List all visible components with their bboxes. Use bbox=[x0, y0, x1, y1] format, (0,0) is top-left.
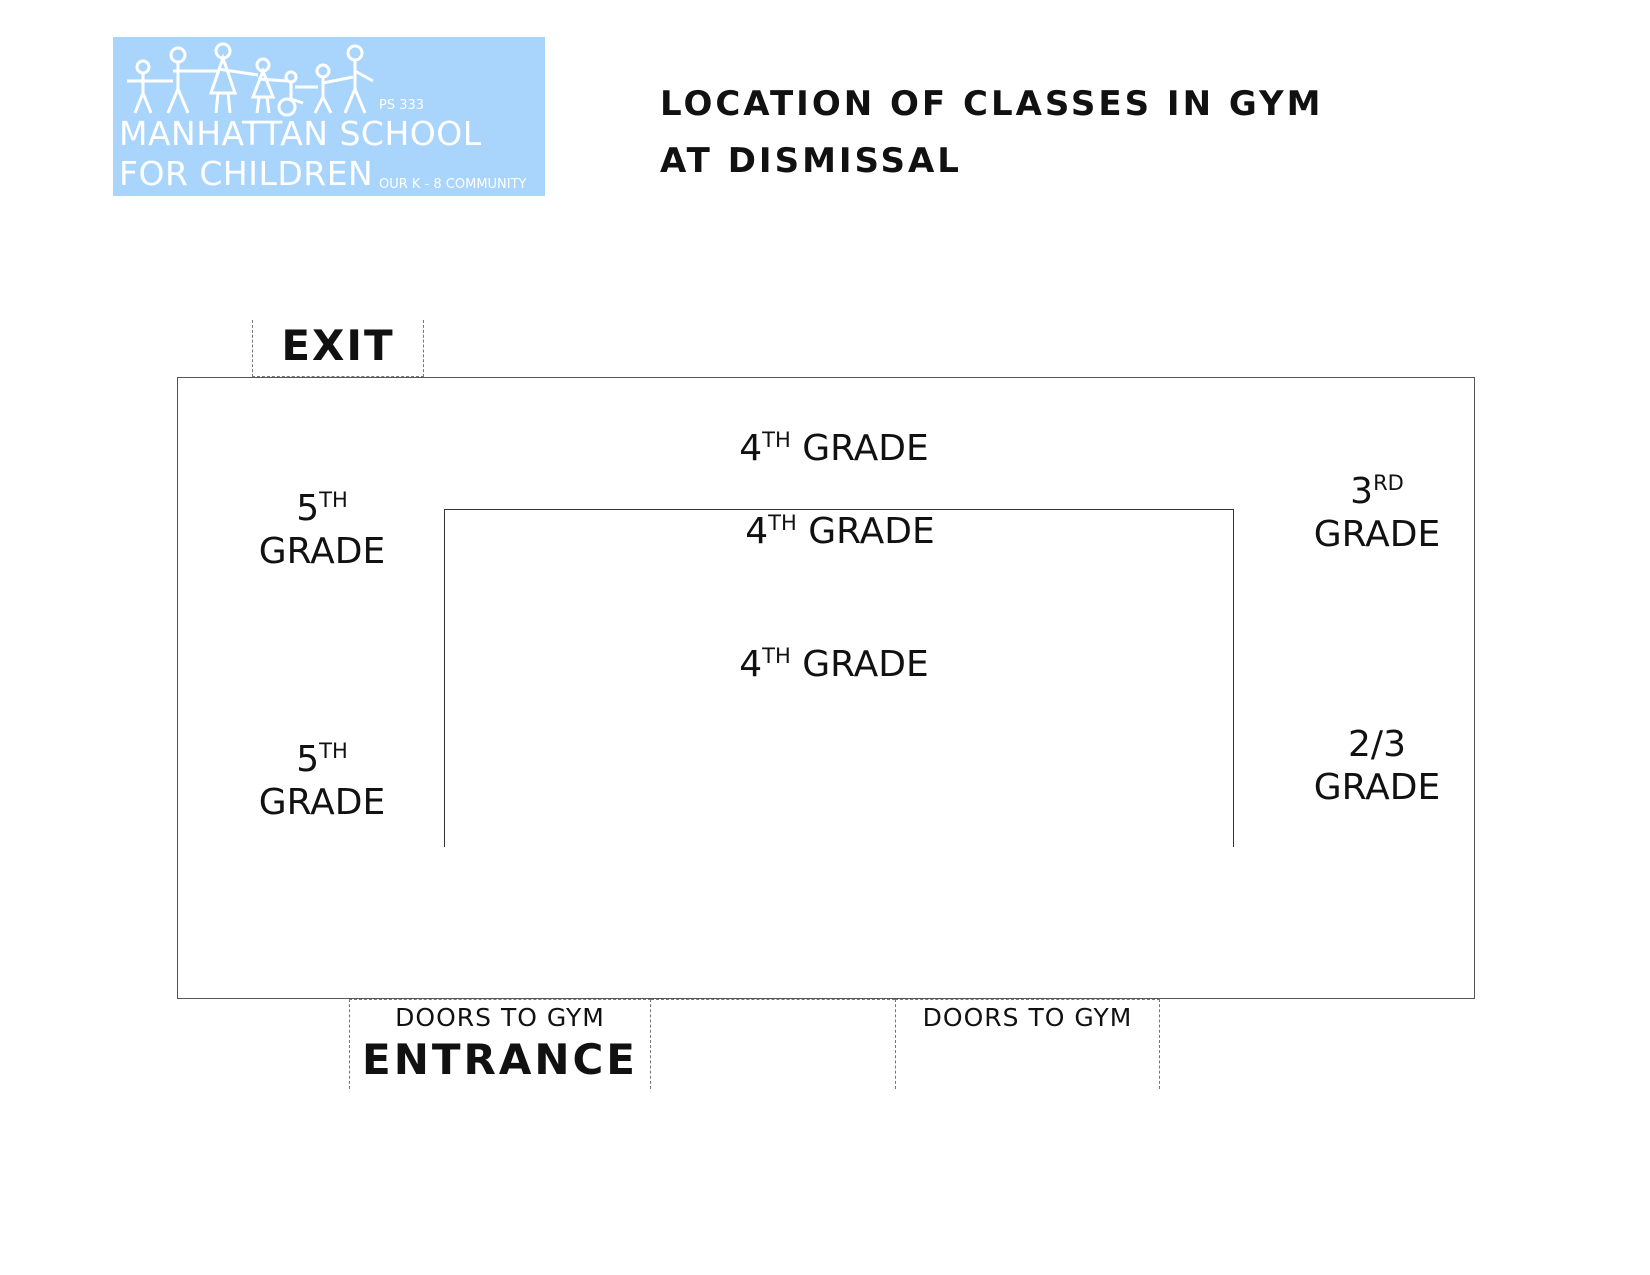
grade-label-top-center bbox=[634, 427, 1034, 470]
school-logo bbox=[113, 37, 545, 196]
grade-label-court-top bbox=[640, 510, 1040, 553]
grade-text: GRADE bbox=[1313, 514, 1441, 556]
grade-text: GRADE bbox=[258, 782, 386, 824]
grade-text: GRADE bbox=[258, 531, 386, 573]
grade-ordinal: TH bbox=[319, 739, 348, 763]
grade-ordinal: TH bbox=[762, 428, 791, 452]
grade-text: GRADE bbox=[802, 644, 929, 685]
doors-divider-line bbox=[651, 999, 895, 1000]
entrance-label: ENTRANCE bbox=[362, 1035, 638, 1084]
grade-label-left-top bbox=[222, 487, 422, 573]
grade-label-court-middle bbox=[634, 643, 1034, 686]
grade-number: 3 bbox=[1350, 471, 1374, 512]
logo-tagline: OUR K - 8 COMMUNITY bbox=[379, 177, 527, 192]
grade-number: 4 bbox=[745, 511, 769, 552]
grade-ordinal: RD bbox=[1373, 471, 1404, 495]
logo-school-name-line2: FOR CHILDREN bbox=[119, 154, 374, 193]
page-title-line1: LOCATION OF CLASSES IN GYM bbox=[660, 84, 1324, 124]
grade-text: GRADE bbox=[802, 428, 929, 469]
logo-school-name-line1: MANHATTAN SCHOOL bbox=[119, 114, 482, 153]
grade-label-right-top bbox=[1277, 470, 1477, 556]
exit-label: EXIT bbox=[281, 321, 395, 370]
logo-ps-number: PS 333 bbox=[379, 98, 425, 113]
grade-label-right-bottom bbox=[1277, 723, 1477, 809]
grade-ordinal: TH bbox=[319, 488, 348, 512]
grade-text: GRADE bbox=[1313, 767, 1441, 809]
doors-to-gym-left-label: DOORS TO GYM bbox=[395, 1003, 605, 1032]
grade-number: 5 bbox=[296, 488, 320, 529]
page-title-line2: AT DISMISSAL bbox=[660, 141, 962, 181]
grade-number: 4 bbox=[739, 428, 763, 469]
grade-number: 4 bbox=[739, 644, 763, 685]
doors-to-gym-right-label: DOORS TO GYM bbox=[922, 1003, 1133, 1032]
grade-text: GRADE bbox=[808, 511, 935, 552]
grade-ordinal: TH bbox=[768, 511, 797, 535]
grade-number: 2/3 bbox=[1348, 724, 1406, 765]
grade-ordinal: TH bbox=[762, 644, 791, 668]
grade-label-left-bottom bbox=[222, 738, 422, 824]
paper-doll-children-icon bbox=[123, 41, 383, 121]
grade-number: 5 bbox=[296, 739, 320, 780]
